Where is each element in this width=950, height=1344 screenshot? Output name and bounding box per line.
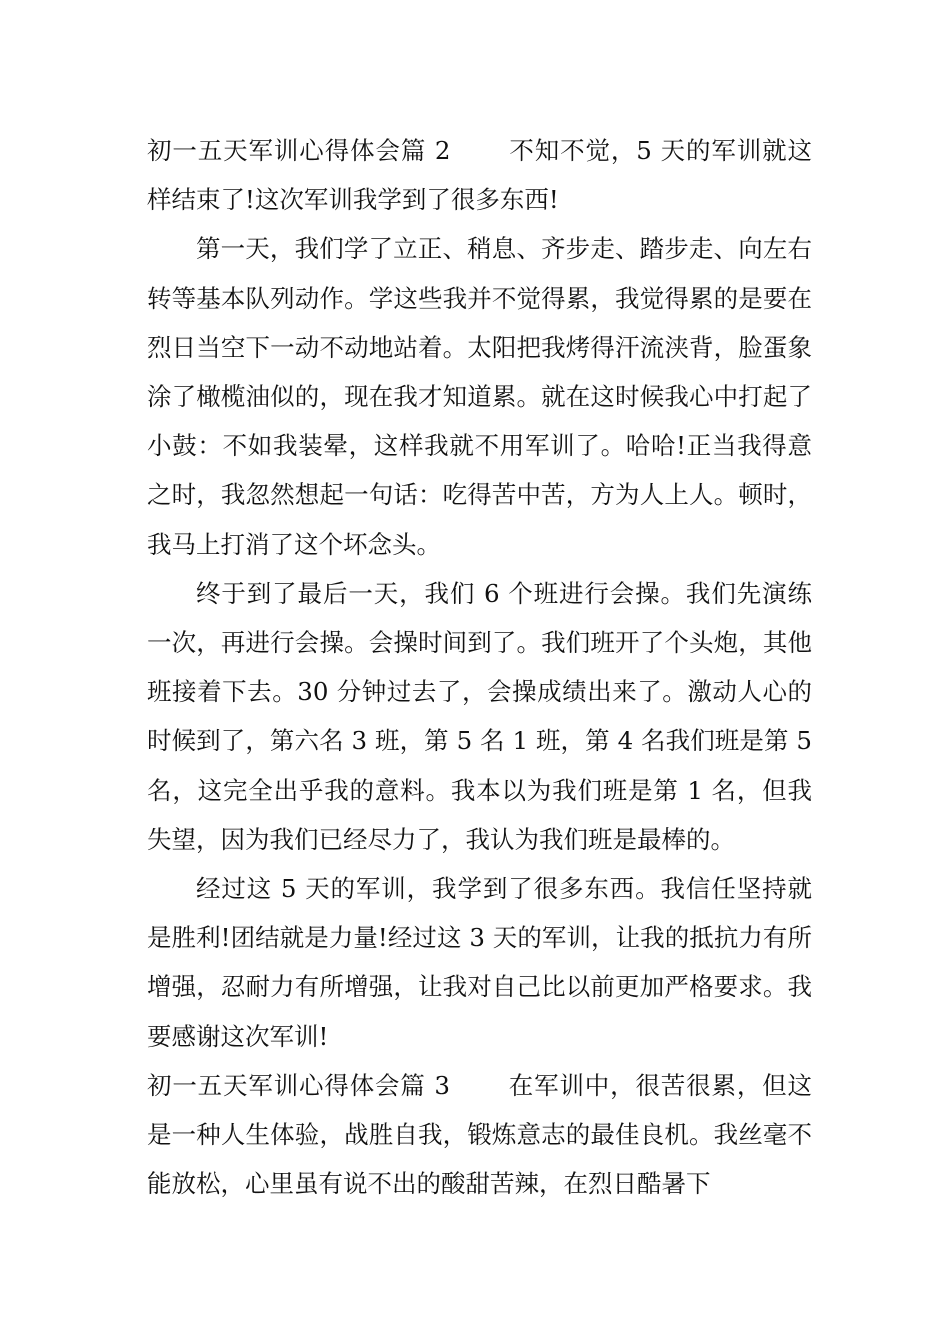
document-body [147,126,812,1208]
section-2-lead-paragraph [147,126,812,224]
paragraph-last-day: 终于到了最后一天，我们 6 个班进行会操。我们先演练一次，再进行会操。会操时间到了。我们班开了个头炮，其他班接着下去。30 分钟过去了，会操成绩出来了。激动人心的时候到了，第六名 3 班，第 5 名 1 班，第 4 名我们班是第 5 名，这完全出乎我的意料。我本以为我们班是第 1 名，但我失望，因为我们已经尽力了，我认为我们班是最棒的。 [147,578,812,854]
paragraph-day-one: 第一天，我们学了立正、稍息、齐步走、踏步走、向左右转等基本队列动作。学这些我并不觉得累，我觉得累的是要在烈日当空下一动不动地站着。太阳把我烤得汗流浃背，脸蛋象涂了橄榄油似的，现在我才知道累。就在这时候我心中打起了小鼓：不如我装晕，这样我就不用军训了。哈哈!正当我得意之时，我忽然想起一句话：吃得苦中苦，方为人上人。顿时，我马上打消了这个坏念头。 [147,234,812,559]
section-3-heading: 初一五天军训心得体会篇 3 [147,1070,450,1100]
section-2-heading: 初一五天军训心得体会篇 2 [147,136,451,165]
section-2-lead: 不知不觉，5 天的军训就这样结束了!这次军训我学到了很多东西! [147,136,812,215]
paragraph-summary: 经过这 5 天的军训，我学到了很多东西。我信任坚持就是胜利!团结就是力量!经过这 3 天的军训，让我的抵抗力有所增强，忍耐力有所增强，让我对自己比以前更加严格要求。我要感谢这次军训! [147,874,812,1051]
section-3-lead: 在军训中，很苦很累，但这是一种人生体验，战胜自我，锻炼意志的最佳良机。我丝毫不能放松，心里虽有说不出的酸甜苦辣，在烈日酷暑下 [147,1070,812,1199]
section-3-lead-paragraph [147,1061,812,1209]
